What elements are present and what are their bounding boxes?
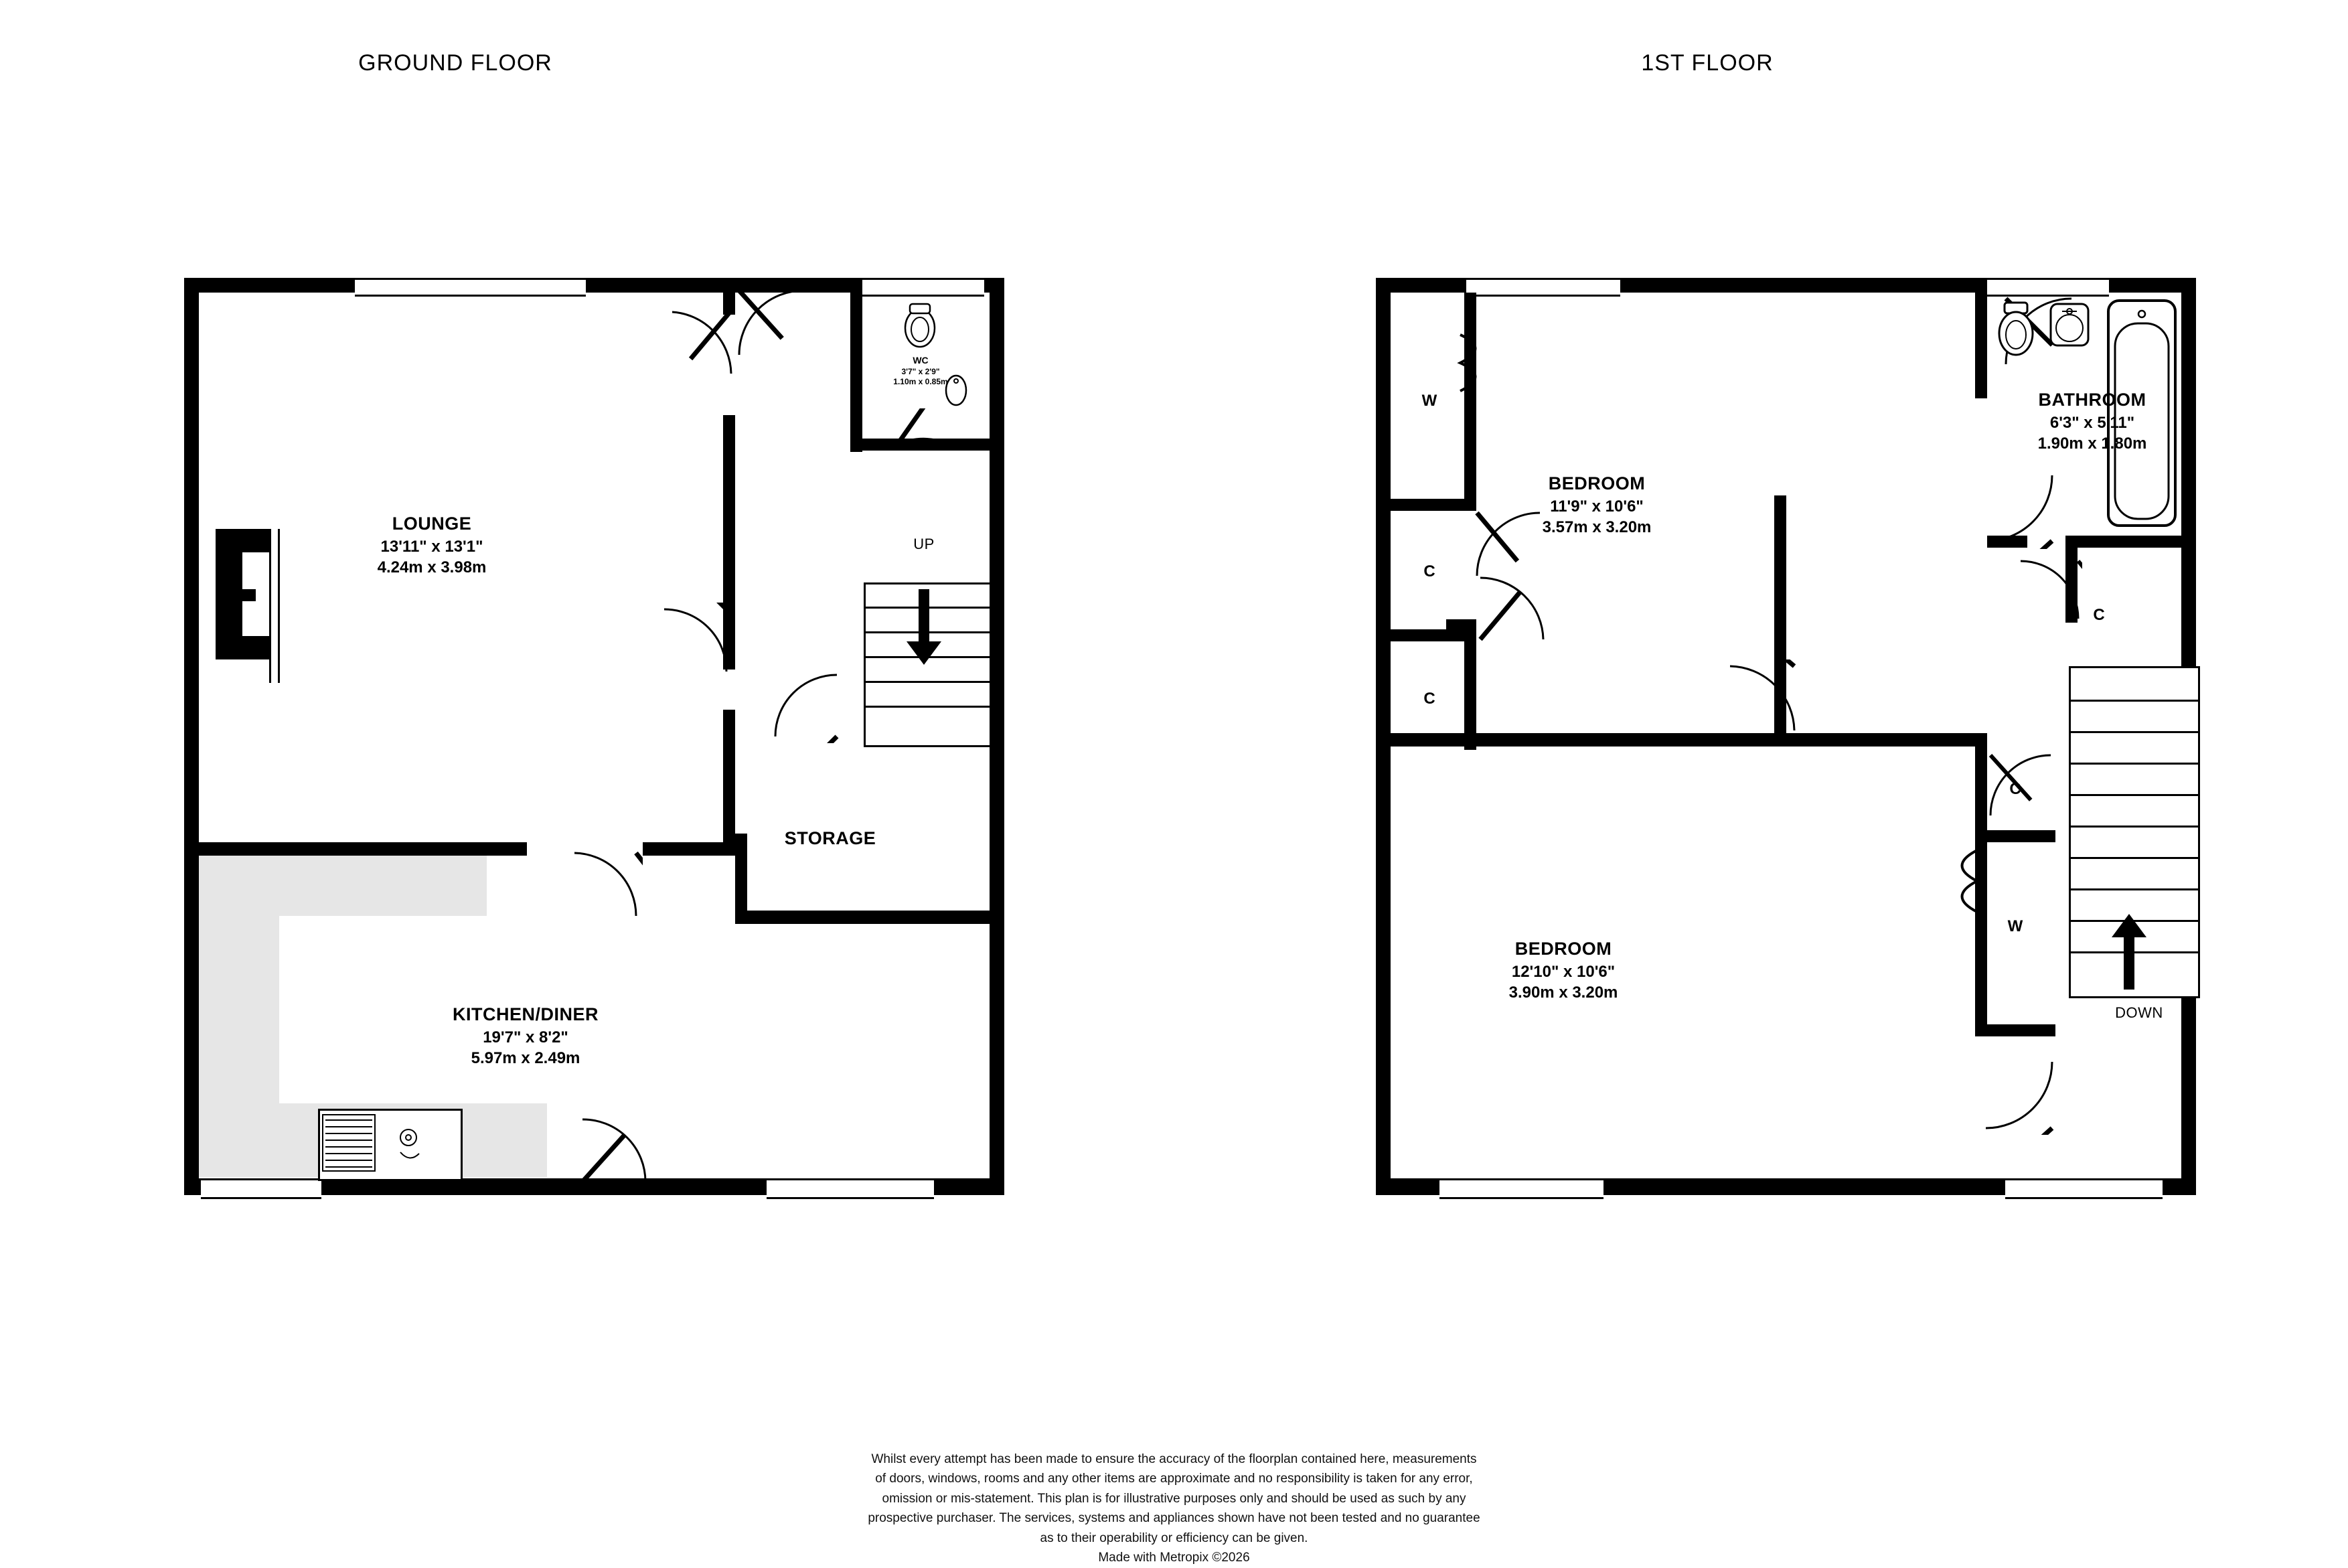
window-ff-bedroom2-rear — [1439, 1178, 1603, 1199]
wall-gf-wc-left — [850, 278, 862, 452]
chimney-breast-bottom — [216, 636, 272, 659]
ground-floor-plan — [0, 0, 1044, 1272]
door-gf-kitchen-rear — [576, 1111, 653, 1188]
room-name-bedroom-1: BEDROOM — [1548, 473, 1646, 493]
cupboard-tag-c3: C — [2093, 606, 2105, 624]
wall-ff-cupboard-stub-2 — [1446, 619, 1476, 641]
room-name-wc: WC — [913, 355, 929, 366]
wall-ff-mid-horizontal-2 — [1774, 733, 1987, 747]
room-dim-metric-lounge: 4.24m x 3.98m — [377, 558, 487, 577]
door-ff-bathroom — [1978, 469, 2059, 549]
door-gf-hall-storage — [770, 670, 844, 743]
first-floor-title: 1ST FLOOR — [1641, 50, 1774, 76]
window-gf-kitchen-rear-1 — [201, 1178, 321, 1199]
room-name-kitchen-diner: KITCHEN/DINER — [452, 1004, 599, 1024]
room-label-bedroom-1 — [1453, 472, 1741, 538]
room-dim-metric-bedroom-2: 3.90m x 3.20m — [1508, 984, 1618, 1002]
kitchen-floor-area — [199, 856, 487, 916]
room-label-storage — [730, 827, 931, 851]
wall-gf-lounge-kitchen-right — [643, 842, 736, 856]
disclaimer-line-3: omission or mis-statement. This plan is for illustrative purposes only and should be used as such by any — [882, 1491, 1466, 1506]
chimney-breast-top — [216, 529, 272, 552]
cupboard-tag-c4: C — [2009, 780, 2021, 798]
window-ff-landing-rear — [2005, 1178, 2163, 1199]
stairs-up-arrow — [904, 589, 944, 670]
wall-ff-left — [1376, 278, 1391, 1195]
room-dim-metric-kitchen-diner: 5.97m x 2.49m — [471, 1049, 580, 1068]
room-label-kitchen-diner — [372, 1003, 680, 1069]
cupboard-tag-c1: C — [1423, 562, 1435, 580]
chimney-breast-fill — [216, 589, 256, 601]
window-gf-kitchen-rear-2 — [767, 1178, 934, 1199]
wall-ff-bed2-w-bottom — [1975, 1024, 2055, 1036]
wall-gf-lounge-kitchen-left — [199, 842, 527, 856]
door-ff-wardrobe-w2 — [1918, 844, 1982, 917]
stairs-down-label: DOWN — [2115, 1004, 2163, 1021]
stairs-down-arrow — [2109, 914, 2149, 994]
wall-ff-cupboard-vertical — [1464, 293, 1476, 500]
door-gf-kitchen-lounge — [569, 849, 643, 923]
window-gf-lounge-front — [355, 278, 586, 297]
disclaimer — [0, 1449, 2348, 1568]
room-dim-metric-bathroom: 1.90m x 1.80m — [2037, 435, 2147, 453]
bathroom-toilet-icon — [1995, 301, 2037, 362]
room-label-lounge — [288, 512, 576, 578]
kitchen-floor-area-2 — [199, 916, 279, 1177]
wall-ff-bed2-cupboard-horizontal — [1975, 830, 2055, 842]
wall-ff-cupboard-vertical-2 — [1464, 629, 1476, 750]
room-name-bathroom: BATHROOM — [2038, 390, 2146, 410]
wall-gf-right — [990, 278, 1004, 1195]
metropix-credit: Made with Metropix ©2026 — [1098, 1551, 1250, 1565]
kitchen-sink — [318, 1109, 463, 1181]
disclaimer-line-5: as to their operability or efficiency can be given. — [1040, 1531, 1308, 1545]
cupboard-tag-c2: C — [1423, 690, 1435, 708]
room-dim-imperial-bedroom-2: 12'10" x 10'6" — [1511, 962, 1616, 981]
room-name-lounge: LOUNGE — [392, 514, 472, 534]
door-ff-cupboard-c2 — [1476, 572, 1550, 646]
wc-toilet-icon — [901, 301, 939, 357]
wall-ff-bathroom-left — [1975, 278, 1987, 398]
window-ff-bathroom-front — [1982, 278, 2109, 297]
room-dim-imperial-lounge: 13'11" x 13'1" — [380, 537, 483, 556]
cupboard-tag-w2: W — [2007, 917, 2023, 935]
door-gf-front — [736, 288, 817, 368]
door-gf-lounge-stairs — [656, 603, 733, 680]
room-name-storage: STORAGE — [784, 828, 876, 848]
room-label-bathroom — [1988, 388, 2196, 455]
window-gf-lounge-side — [269, 529, 280, 683]
window-ff-bedroom1-front — [1466, 278, 1620, 297]
room-dim-metric-bedroom-1: 3.57m x 3.20m — [1542, 518, 1652, 537]
disclaimer-line-2: of doors, windows, rooms and any other items are approximate and no responsibility is taken for any error, — [875, 1472, 1473, 1486]
wall-gf-storage-bottom — [735, 911, 1003, 924]
room-dim-imperial-kitchen-diner: 19'7" x 8'2" — [483, 1028, 568, 1046]
stairs-up-label: UP — [913, 536, 935, 552]
bathroom-basin-icon — [2049, 301, 2090, 353]
door-ff-bedroom1-landing — [1721, 659, 1801, 740]
room-label-wc — [870, 355, 971, 387]
room-dim-imperial-bedroom-1: 11'9" x 10'6" — [1550, 497, 1644, 516]
door-ff-wardrobe-w1 — [1456, 328, 1520, 395]
room-dim-imperial-bathroom: 6'3" x 5'11" — [2049, 413, 2135, 432]
wall-gf-hall-vertical-lower — [723, 710, 735, 844]
room-dim-imperial-wc: 3'7" x 2'9" — [901, 366, 940, 376]
room-dim-metric-wc: 1.10m x 0.85m — [893, 376, 948, 386]
door-gf-lounge-hall — [670, 308, 743, 382]
wall-gf-left — [184, 278, 199, 1195]
door-gf-wc — [890, 408, 964, 482]
room-label-bedroom-2 — [1419, 937, 1707, 1004]
first-floor-plan — [1306, 0, 2348, 1272]
ground-floor-title: GROUND FLOOR — [358, 50, 552, 76]
disclaimer-line-1: Whilst every attempt has been made to ensure the accuracy of the floorplan contained here, measurements — [871, 1452, 1477, 1466]
disclaimer-line-4: prospective purchaser. The services, systems and appliances shown have not been tested and no guarantee — [868, 1511, 1480, 1526]
door-ff-bedroom2-landing — [1975, 1051, 2059, 1135]
room-name-bedroom-2: BEDROOM — [1514, 939, 1612, 959]
wall-ff-bathroom-bottom-2 — [2065, 536, 2196, 548]
cupboard-tag-w1: W — [1421, 392, 1437, 410]
window-gf-wc-front — [850, 278, 984, 297]
